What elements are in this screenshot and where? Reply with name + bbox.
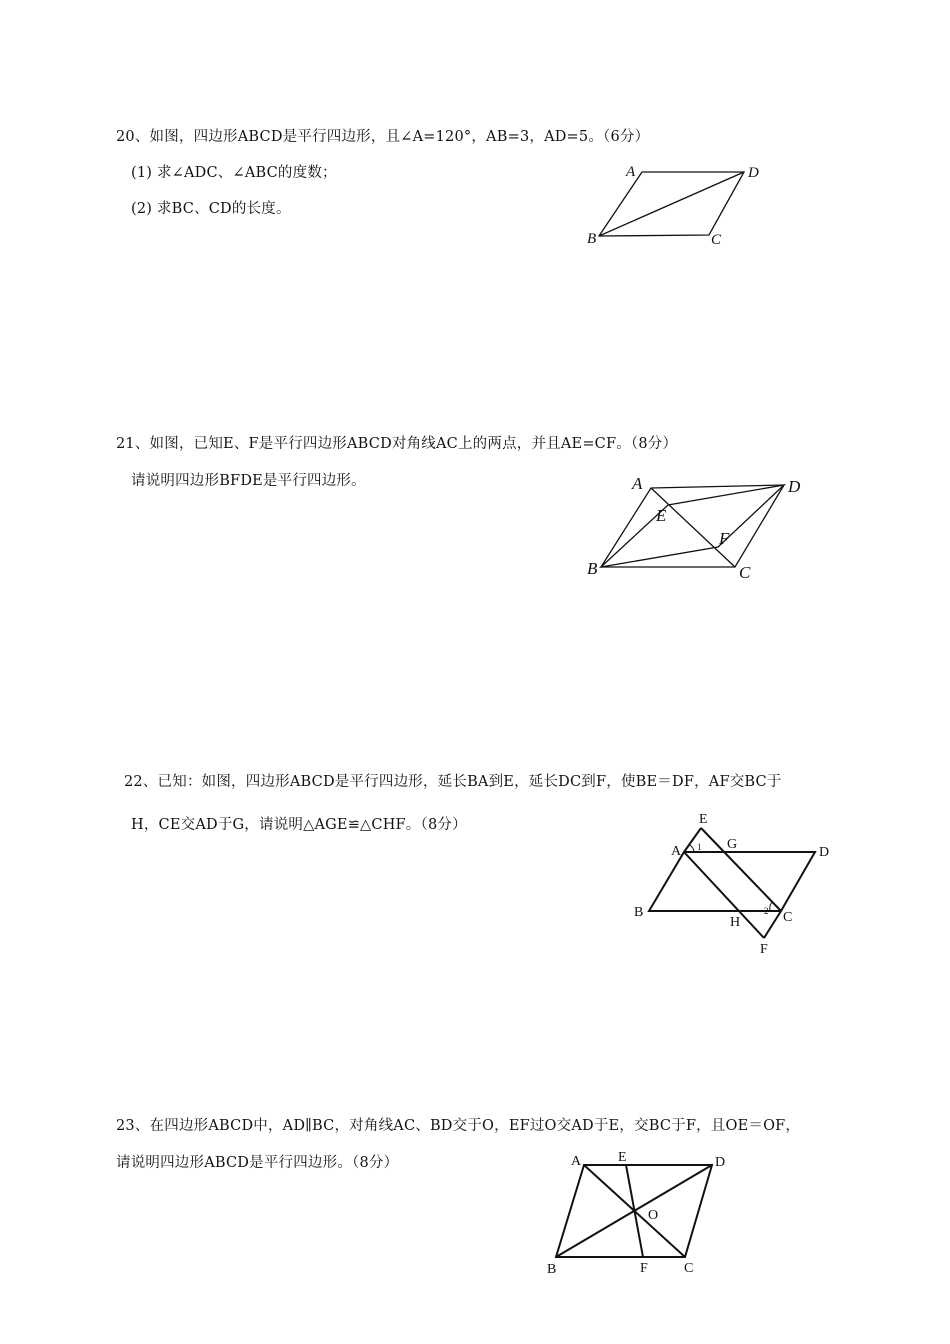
problem-23-part-1: 请说明四边形ABCD是平行四边形。（8分） bbox=[116, 1155, 399, 1171]
problem-21-part-1: 请说明四边形BFDE是平行四边形。 bbox=[131, 473, 366, 489]
fig23-segment-ef bbox=[626, 1165, 643, 1257]
problem-21-title: 21、如图，已知E、F是平行四边形ABCD对角线AC上的两点，并且AE=CF。（8分） bbox=[116, 436, 678, 452]
problem-20-title: 20、如图，四边形ABCD是平行四边形，且∠A=120°，AB=3，AD=5。（6分） bbox=[116, 129, 650, 145]
fig20-label-b: B bbox=[587, 231, 597, 247]
fig22-label-d: D bbox=[819, 845, 830, 860]
fig21-label-f: F bbox=[719, 529, 730, 548]
fig23-label-b: B bbox=[547, 1262, 557, 1277]
fig23-label-o: O bbox=[648, 1208, 659, 1223]
fig23-label-a: A bbox=[571, 1154, 582, 1169]
fig22-label-a: A bbox=[671, 844, 682, 859]
fig22-label-e: E bbox=[699, 812, 708, 827]
fig21-label-b: B bbox=[587, 559, 598, 578]
fig20-label-c: C bbox=[711, 232, 722, 248]
problem-22-title: 22、已知：如图，四边形ABCD是平行四边形，延长BA到E，延长DC到F，使BE＝DF，AF交BC于 bbox=[124, 774, 782, 790]
fig22-label-g: G bbox=[727, 837, 738, 852]
fig20-label-a: A bbox=[626, 164, 636, 180]
problem-23-title: 23、在四边形ABCD中，AD∥BC，对角线AC、BD交于O，EF过O交AD于E，交BC于F，且OE＝OF， bbox=[116, 1118, 801, 1134]
fig22-label-b: B bbox=[634, 905, 644, 920]
fig23-label-d: D bbox=[715, 1155, 726, 1170]
fig23-label-e: E bbox=[618, 1150, 627, 1165]
problem-20-part-1: (1) 求∠ADC、∠ABC的度数； bbox=[131, 165, 337, 181]
fig23-label-f: F bbox=[640, 1261, 648, 1276]
fig21-label-d: D bbox=[788, 477, 801, 496]
fig22-angle-label-2: 2 bbox=[764, 906, 769, 916]
fig22-label-f: F bbox=[760, 942, 768, 957]
fig21-label-a: A bbox=[632, 474, 643, 493]
fig22-angle-label-1: 1 bbox=[697, 842, 702, 852]
fig22-label-h: H bbox=[730, 915, 741, 930]
fig21-label-e: E bbox=[656, 506, 667, 525]
fig22-label-c: C bbox=[783, 910, 793, 925]
fig23-label-c: C bbox=[684, 1261, 694, 1276]
problem-22-title-cont: H，CE交AD于G，请说明△AGE≌△CHF。（8分） bbox=[131, 817, 467, 833]
fig21-label-c: C bbox=[739, 563, 751, 582]
problem-20-part-2: (2) 求BC、CD的长度。 bbox=[131, 201, 291, 217]
fig20-label-d: D bbox=[748, 165, 759, 181]
